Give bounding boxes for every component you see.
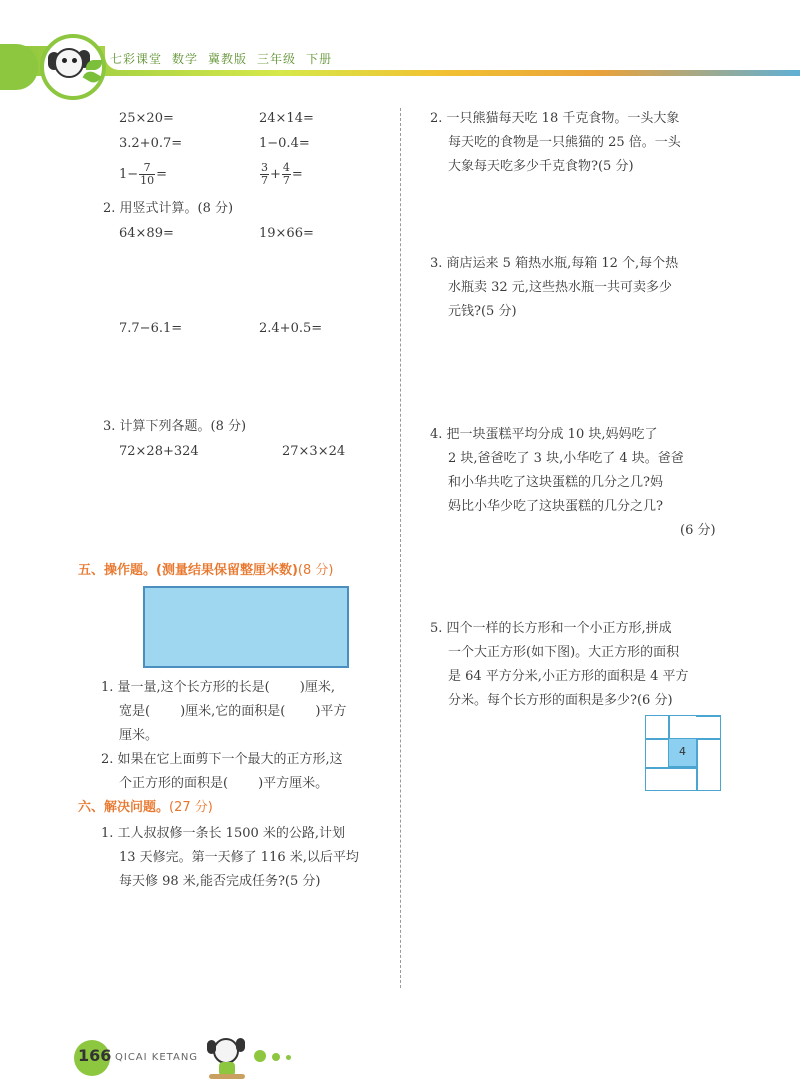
question-line: 个正方形的面积是( )平方厘米。 <box>119 776 329 791</box>
footer-mascot-icon <box>205 1030 249 1080</box>
header-green-tab <box>0 44 38 90</box>
calc-item: 7.7−6.1= <box>119 321 183 336</box>
calc-item: 19×66= <box>259 226 314 241</box>
footer-brand: QICAI KETANG <box>115 1052 199 1063</box>
calc-item: 27×3×24 <box>282 444 346 459</box>
section-title-6: 六、解决问题。(27 分) <box>78 800 213 815</box>
question-line: 2. 如果在它上面剪下一个最大的正方形,这 <box>101 752 343 767</box>
question-title: 2. 用竖式计算。(8 分) <box>103 201 234 216</box>
footer-dot <box>272 1053 280 1061</box>
fraction-calc-item: $\frac{3}{7}$ + $\frac{4}{7}$ = <box>261 161 303 187</box>
question-line: 和小华共吃了这块蛋糕的几分之几?妈 <box>448 475 663 490</box>
question-line: 分米。每个长方形的面积是多少?(6 分) <box>448 693 673 708</box>
question-line: 宽是( )厘米,它的面积是( )平方 <box>119 704 347 719</box>
figure-line <box>645 738 669 740</box>
question-line: 2. 一只熊猫每天吃 18 千克食物。一头大象 <box>430 111 680 126</box>
question-line: 4. 把一块蛋糕平均分成 10 块,妈妈吃了 <box>430 427 658 442</box>
calc-item: 2.4+0.5= <box>259 321 323 336</box>
page-number: 166 <box>78 1046 112 1065</box>
calc-item: 25×20= <box>119 111 174 126</box>
footer-dot <box>254 1050 266 1062</box>
question-line: 妈比小华少吃了这块蛋糕的几分之几? <box>448 499 663 514</box>
calc-item: 1−0.4= <box>259 136 310 151</box>
figure-line <box>696 715 721 717</box>
question-line: 1. 量一量,这个长方形的长是( )厘米, <box>101 680 335 695</box>
calc-item: 3.2+0.7= <box>119 136 183 151</box>
calc-item: 24×14= <box>259 111 314 126</box>
question-line: 大象每天吃多少千克食物?(5 分) <box>448 159 634 174</box>
calc-item: 72×28+324 <box>119 444 199 459</box>
question-line: 3. 商店运来 5 箱热水瓶,每箱 12 个,每个热 <box>430 256 679 271</box>
question-line: 5. 四个一样的长方形和一个小正方形,拼成 <box>430 621 672 636</box>
small-square: 4 <box>668 738 697 767</box>
figure-line <box>696 738 721 740</box>
footer-dot <box>286 1055 291 1060</box>
question-line: 1. 工人叔叔修一条长 1500 米的公路,计划 <box>101 826 346 841</box>
question-line: 是 64 平方分米,小正方形的面积是 4 平方 <box>448 669 689 684</box>
question-title: 3. 计算下列各题。(8 分) <box>103 419 247 434</box>
question-line: 一个大正方形(如下图)。大正方形的面积 <box>448 645 680 660</box>
question-line: 每天修 98 米,能否完成任务?(5 分) <box>119 874 321 889</box>
section-title-5: 五、操作题。(测量结果保留整厘米数)(8 分) <box>78 563 334 578</box>
question-line: 13 天修完。第一天修了 116 米,以后平均 <box>119 850 359 865</box>
question-line: 元钱?(5 分) <box>448 304 517 319</box>
column-divider <box>400 108 401 988</box>
calc-item: 64×89= <box>119 226 174 241</box>
fraction-calc-item: 1− $\frac{7}{10}$ = <box>119 161 168 187</box>
question-line: 2 块,爸爸吃了 3 块,小华吃了 4 块。爸爸 <box>448 451 684 466</box>
question-line: 厘米。 <box>119 728 159 743</box>
measure-rectangle <box>143 586 349 668</box>
header-title: 七彩课堂 数学 冀教版 三年级 下册 <box>110 52 333 66</box>
question-line: 每天吃的食物是一只熊猫的 25 倍。一头 <box>448 135 681 150</box>
question-points: (6 分) <box>680 523 716 538</box>
figure-line <box>645 767 697 769</box>
question-line: 水瓶卖 32 元,这些热水瓶一共可卖多少 <box>448 280 672 295</box>
